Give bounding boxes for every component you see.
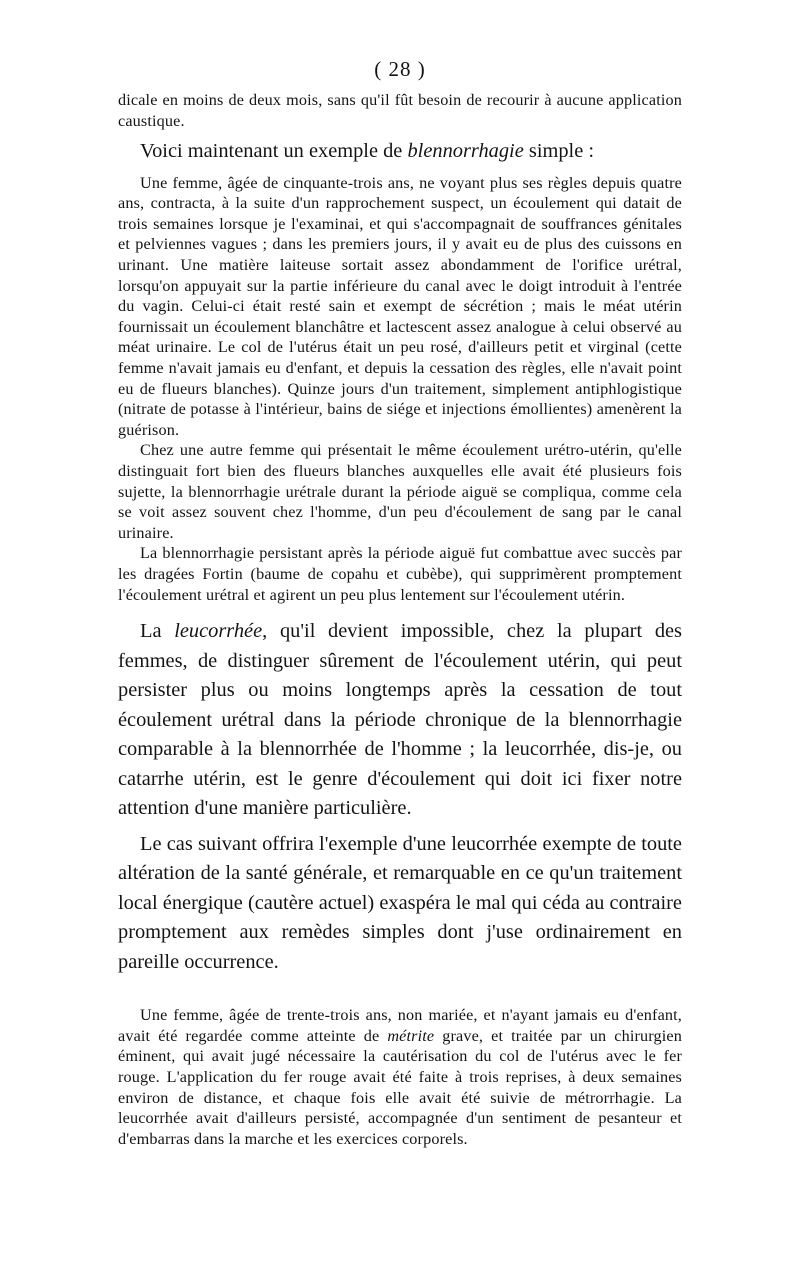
page-number: ( 28 ) bbox=[374, 57, 426, 81]
heading-text-after: simple : bbox=[523, 140, 595, 163]
paragraph-cas-suivant: Le cas suivant offrira l'exemple d'une leucorrhée exempte de toute altération de la santé générale, et remarquable en ce qu'un traitement local énergique (cautère actuel) exaspéra le mal qui céda au contraire promptement aux remèdes simples dont j'use ordinairement en pareille occurrence. bbox=[118, 832, 682, 973]
leuco-text-after: , qu'il devient impossible, chez la plupart des femmes, de distinguer sûrement de l'écoulement utérin, qui peut persister plus ou moins longtemps après la cessation de tout écoulement urétral dans la période chronique de la blennorrhagie comparable à la blennorrhée de l'homme ; la leucorrhée, dis-je, ou catarrhe utérin, est le genre d'écoulement qui doit ici fixer notre attention d'une manière particulière. bbox=[118, 620, 682, 820]
final-emphasis: métrite bbox=[387, 1026, 435, 1045]
paragraph-case-one: Une femme, âgée de cinquante-trois ans, ne voyant plus ses règles depuis quatre ans, contracta, à la suite d'un rapprochement suspect, un écoulement qui datait de trois semaines lorsque je l'examinai, et qui s'accompagnait de souffrances génitales et pelviennes vagues ; dans les premiers jours, il y avait eu de plus des cuissons en urinant. Une matière laiteuse sortait assez abondamment de l'orifice urétral, lorsqu'on appuyait sur la partie inférieure du canal avec le doigt introduit à l'entrée du vagin. Celui-ci était resté sain et exempt de sécrétion ; mais le méat utérin fournissait un écoulement blanchâtre et lactescent assez analogue à celui observé au méat urinaire. Le col de l'utérus était un peu rosé, d'ailleurs petit et virginal (cette femme n'avait jamais eu d'enfant, et depuis la cessation des règles, elle n'avait point eu de flueurs blanches). Quinze jours d'un traitement, simplement antiphlogistique (nitrate de potasse à l'intérieur, bains de siége et injections émollientes) amenèrent la guérison. bbox=[118, 173, 682, 439]
book-page bbox=[118, 56, 682, 1149]
leuco-emphasis: leucorrhée bbox=[174, 620, 263, 643]
final-text-after: grave, et traitée par un chirurgien éminent, qui avait jugé nécessaire la cautérisation du col de l'utérus avec le fer rouge. L'application du fer rouge avait été faite à trois reprises, à deux semaines environ de distance, et chaque fois elle avait été suivie de métrorrhagie. La leucorrhée avait d'ailleurs persisté, accompagnée d'un sentiment de pesanteur et d'embarras dans la marche et les exercices corporels. bbox=[118, 1026, 682, 1148]
paragraph-continuation: dicale en moins de deux mois, sans qu'il fût besoin de recourir à aucune application caustique. bbox=[118, 91, 682, 130]
section-heading bbox=[118, 137, 682, 167]
heading-text-before: Voici maintenant un exemple de bbox=[140, 140, 408, 163]
paragraph-final-case bbox=[118, 1005, 682, 1149]
heading-emphasis: blennorrhagie bbox=[407, 140, 524, 163]
paragraph-case-two: Chez une autre femme qui présentait le même écoulement urétro-utérin, qu'elle distinguait fort bien des flueurs blanches auxquelles elle avait été plusieurs fois sujette, la blennorrhagie urétrale durant la période aiguë se compliqua, comme cela se voit assez souvent chez l'homme, d'un peu d'écoulement de sang par le canal urinaire. bbox=[118, 441, 682, 542]
paragraph-case-three: La blennorrhagie persistant après la période aiguë fut combattue avec succès par les dragées Fortin (baume de copahu et cubèbe), qui supprimèrent promptement l'écoulement urétral et agirent un peu plus lentement sur l'écoulement utérin. bbox=[118, 544, 682, 604]
leuco-text-before: La bbox=[140, 620, 175, 643]
paragraph-leucorrhee bbox=[118, 617, 682, 824]
final-text-before: Une femme, âgée de trente-trois ans, non mariée, et n'ayant jamais eu d'enfant, avait été regardée comme atteinte de bbox=[118, 1006, 682, 1045]
